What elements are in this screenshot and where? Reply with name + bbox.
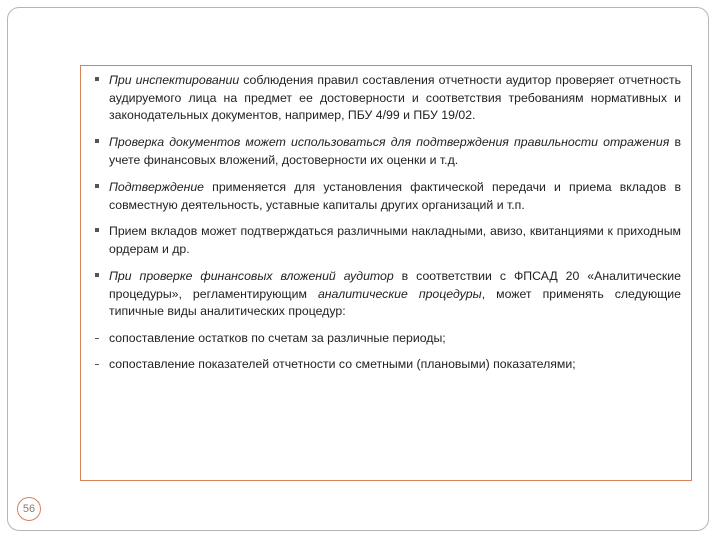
bullet-marker	[95, 77, 99, 81]
item-rest: соблюдения правил составления отчетности аудитор проверяет отчетность аудируемого лица на предмет ее достоверности и соответствия требованиям нормативных и законодательных документов, например, ПБУ 4/99 и ПБУ 19/02.	[109, 73, 681, 122]
list-item	[81, 72, 691, 125]
item-rest: применяется для установления фактической передачи и приема вкладов в совместную деятельность, уставные капиталы других организаций и т.п.	[109, 180, 681, 212]
list-item	[81, 179, 691, 214]
page-number-badge	[17, 497, 41, 521]
content-box	[80, 65, 692, 481]
bullet-marker	[95, 273, 99, 277]
bullet-marker	[95, 139, 99, 143]
item-text	[109, 330, 681, 348]
item-text	[109, 134, 681, 169]
item-text	[109, 268, 681, 321]
item-lead-italic: Проверка документов может использоваться для подтверждения правильности отражения	[109, 135, 670, 149]
item-rest: сопоставление остатков по счетам за различные периоды;	[109, 331, 446, 345]
item-text	[109, 179, 681, 214]
item-text	[109, 223, 681, 258]
bullet-marker	[95, 184, 99, 188]
item-text	[109, 356, 681, 374]
page-number: 56	[22, 503, 36, 515]
item-rest: в учете финансовых вложений, достоверности их оценки и т.д.	[109, 135, 682, 167]
list-item	[81, 356, 691, 374]
item-tail: , может применять следующие типичные виды аналитических процедур:	[109, 286, 681, 318]
item-lead-italic: При инспектировании	[109, 73, 240, 87]
item-lead-italic: Подтверждение	[109, 180, 205, 194]
dash-marker	[95, 338, 99, 339]
list-item	[81, 223, 691, 258]
bullet-marker	[95, 228, 99, 232]
item-rest: Прием вкладов может подтверждаться различными накладными, авизо, квитанциями к приходным ордерам и др.	[109, 224, 681, 256]
dash-marker	[95, 364, 99, 365]
list-item	[81, 134, 691, 169]
item-text	[109, 72, 681, 125]
list-item	[81, 268, 691, 321]
item-rest: в соответствии с ФПСАД 20 «Аналитические процедуры», регламентирующим	[109, 269, 681, 301]
list-item	[81, 330, 691, 348]
item-lead-italic: При проверке финансовых вложений аудитор	[109, 269, 394, 283]
slide-frame	[7, 7, 709, 531]
item-rest: сопоставление показателей отчетности со сметными (плановыми) показателями;	[109, 357, 576, 371]
item-mid-italic: аналитические процедуры	[317, 286, 482, 301]
